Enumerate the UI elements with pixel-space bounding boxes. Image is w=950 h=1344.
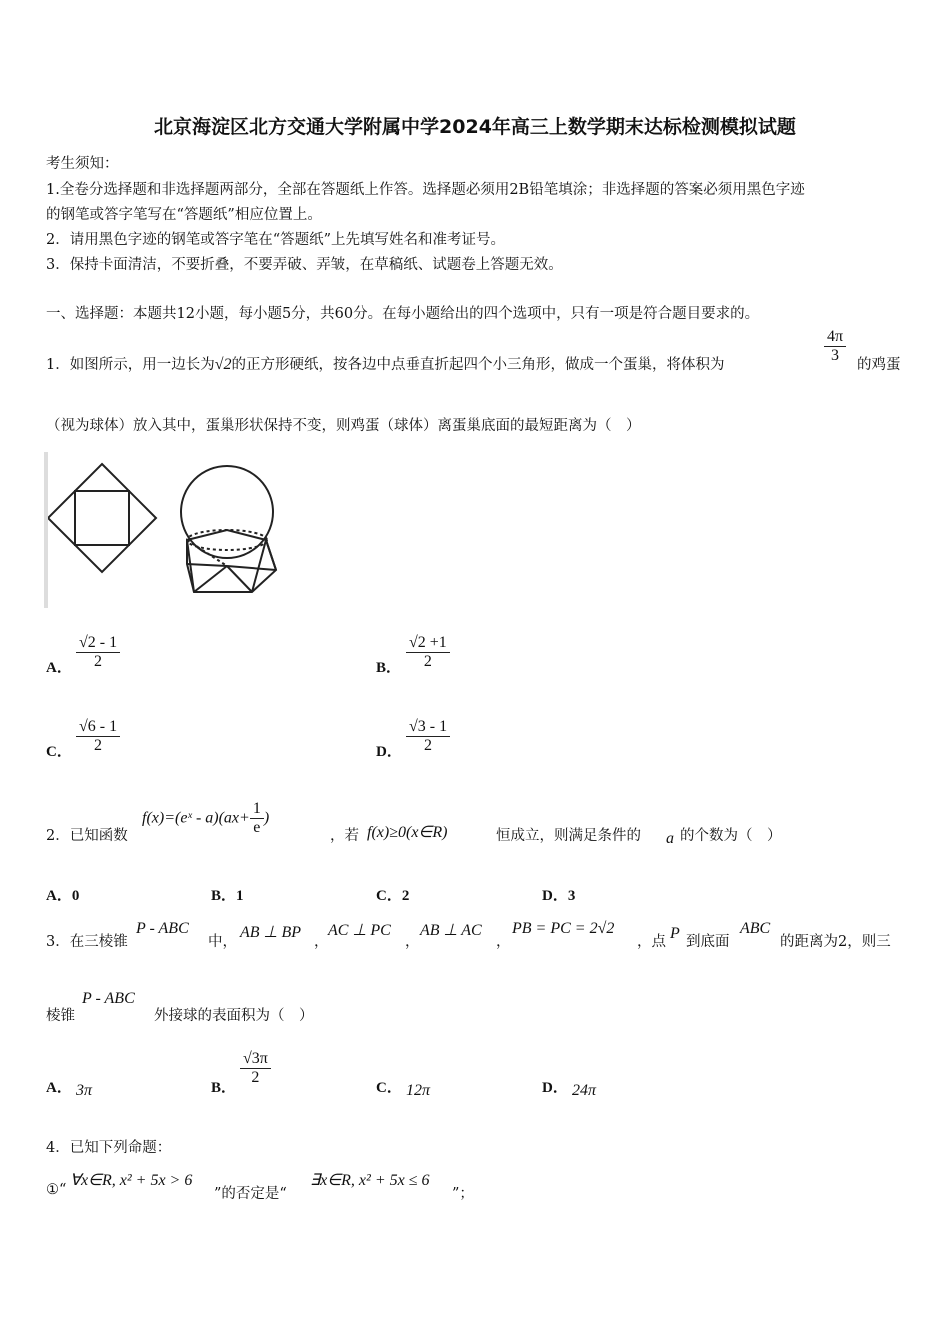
q2-function [142,800,269,837]
q3-option-d-label: D． [542,1080,568,1096]
q2-condition: f(x)≥0(x∈R) [367,824,448,841]
q2-text-1: 2．已知函数 [46,828,128,844]
q1-option-a-den: 2 [94,653,103,670]
q1-outer-diamond [48,464,156,572]
q1-sqrt2: √2 [214,356,232,373]
q1-option-c-num: √6 - 1 [76,718,120,737]
q2-text-3: 恒成立，则满足条件的 [496,828,641,844]
q3-option-b-label: B． [211,1080,237,1096]
q1-option-b[interactable] [406,634,450,671]
q3-pabc-2: P - ABC [82,990,135,1007]
q3-option-b-den: 2 [251,1069,260,1086]
q3-abc: ABC [740,920,771,937]
q2-var-a: a [666,830,674,847]
q1-option-d-num: √3 - 1 [406,718,450,737]
q2-text-4: 的个数为（ ） [680,828,782,844]
q1-option-d-den: 2 [424,737,433,754]
section-heading: 一、选择题：本题共12小题，每小题5分，共60分。在每小题给出的四个选项中，只有一项是符合题目要求的。 [46,306,760,322]
q1-stem-line2: （视为球体）放入其中，蛋巢形状保持不变，则鸡蛋（球体）离蛋巢底面的最短距离为（ ） [46,418,641,434]
q3-text-6: 棱锥 [46,1008,75,1024]
q1-text-2: 的正方形硬纸，按各边中点垂直折起四个小三角形，做成一个蛋巢，将体积为 [231,357,725,373]
q1-stem [46,353,725,374]
q3-cond-4: PB = PC = 2√2 [512,920,615,937]
q3-option-b[interactable] [240,1050,271,1087]
q4-negation: ∃x∈R, x² + 5x ≤ 6 [310,1172,430,1189]
q1-inner-square [75,491,129,545]
q3-text-3: ，点 [637,934,666,950]
q2-frac-den: e [253,819,261,836]
q3-option-a-label: A． [46,1080,72,1096]
q3-text-5: 的距离为2，则三 [780,934,891,950]
q3-option-d[interactable]: 24π [572,1082,597,1099]
q1-text-3: 的鸡蛋 [857,357,901,373]
notice-item-3: 3．保持卡面清洁，不要折叠，不要弄破、弄皱，在草稿纸、试题卷上答题无效。 [46,257,563,273]
q1-option-c-den: 2 [94,737,103,754]
q2-option-d[interactable]: D．3 [542,888,576,904]
notice-item-1: 1.全卷分选择题和非选择题两部分，全部在答题纸上作答。选择题必须用2B铅笔填涂；非选择题的答案必须用黑色字迹 [46,182,805,198]
q3-text-4: 到底面 [686,934,730,950]
q3-text-2: 中， [208,934,237,950]
q4-item-1-mid: ”的否定是“ [214,1186,287,1202]
page-title: 北京海淀区北方交通大学附属中学2024年高三上数学期末达标检测模拟试题 [154,116,796,138]
q1-nest-outline [187,530,276,592]
q3-point-p: P [670,925,680,942]
q1-option-c[interactable] [76,718,120,755]
q1-figure [44,452,284,608]
notice-heading: 考生须知： [46,156,119,172]
q1-text-1: 1．如图所示，用一边长为 [46,357,215,373]
q1-option-a-num: √2 - 1 [76,634,120,653]
q3-cond-1: AB ⊥ BP [240,924,302,941]
q2-function-expr: f(x)=(eˣ - a)(ax+ [142,809,250,827]
notice-item-2: 2．请用黑色字迹的钢笔或答字笔在“答题纸”上先填写姓名和准考证号。 [46,232,506,248]
q3-text-7: 外接球的表面积为（ ） [154,1008,314,1024]
q2-option-a[interactable]: A．0 [46,888,80,904]
q1-option-b-num: √2 +1 [406,634,450,653]
q1-volume-den: 3 [831,347,840,364]
q3-cond-2: AC ⊥ PC [328,922,391,939]
q1-option-d[interactable] [406,718,450,755]
q4-proposition: ∀x∈R, x² + 5x > 6 [70,1172,193,1189]
q3-cond-3: AB ⊥ AC [420,922,482,939]
q1-option-b-label: B． [376,660,402,676]
q2-function-end: ) [263,809,270,827]
q1-option-b-den: 2 [423,653,432,670]
q4-item-1-end: ”； [452,1186,474,1202]
q3-text-1: 3．在三棱锥 [46,934,128,950]
q2-text-2: ，若 [330,828,359,844]
q1-option-a-label: A． [46,660,72,676]
q4-heading: 4．已知下列命题： [46,1140,172,1156]
q1-option-a[interactable] [76,634,120,671]
q1-volume-fraction [824,328,846,365]
q3-option-c-label: C． [376,1080,402,1096]
q3-option-c[interactable]: 12π [406,1082,431,1099]
q1-volume-num: 4π [824,328,846,347]
q3-option-a[interactable]: 3π [76,1082,93,1099]
notice-item-1-cont: 的钢笔或答字笔写在“答题纸”相应位置上。 [46,207,322,223]
q3-pabc: P - ABC [136,920,189,937]
q2-option-b[interactable]: B．1 [211,888,244,904]
q3-option-b-num: √3π [240,1050,271,1069]
q2-option-c[interactable]: C．2 [376,888,410,904]
q4-item-1-pre: ①“ [46,1182,67,1198]
q1-option-d-label: D． [376,744,402,760]
q1-option-c-label: C． [46,744,72,760]
q2-frac-num: 1 [250,800,264,819]
